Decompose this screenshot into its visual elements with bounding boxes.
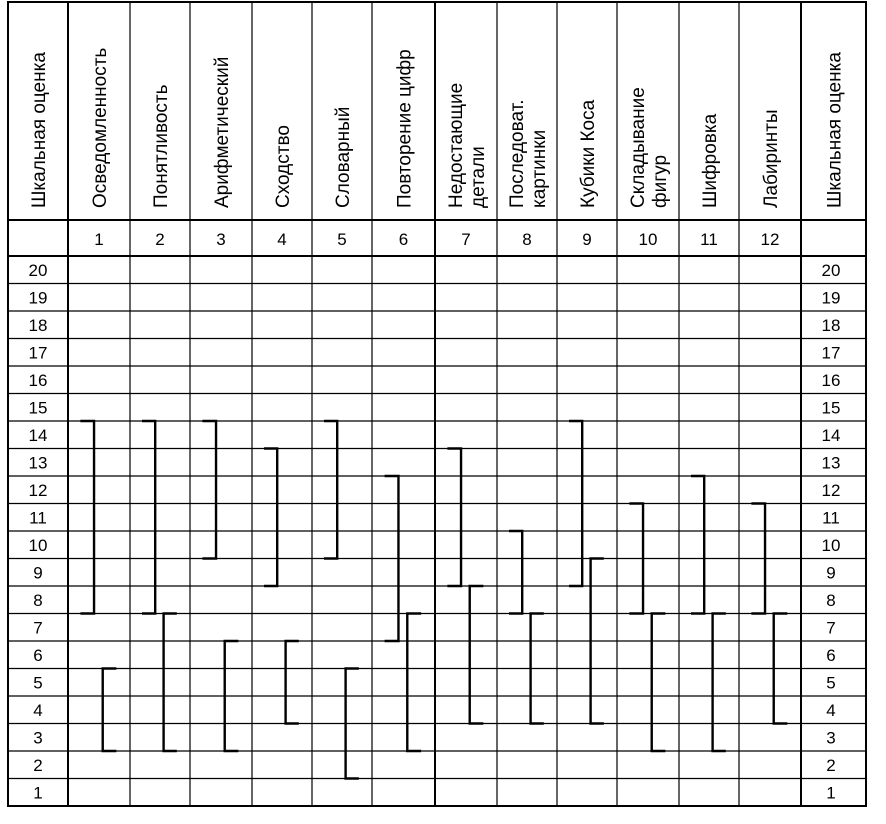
range-bracket-subtest-2-right [142,421,155,614]
subtest-header-7-line-2: детали [468,146,489,208]
scale-score-right: 12 [821,480,841,500]
subtest-number-2: 2 [155,230,165,249]
range-bracket-subtest-6-left [407,614,421,752]
scale-score-left: 9 [33,563,43,583]
subtest-header-8-line-1: Последоват. [507,99,528,208]
scale-score-left: 15 [28,398,48,418]
scale-score-right: 1 [826,783,836,803]
scale-score-left: 2 [33,755,43,775]
scale-score-right: 15 [821,398,841,418]
scale-score-left: 17 [28,343,48,363]
range-bracket-subtest-7-right [447,449,461,587]
scale-score-right: 10 [821,535,841,555]
scale-score-left: 12 [28,480,48,500]
subtest-header-11: Шифровка [700,113,721,208]
scale-score-left: 19 [28,288,48,308]
subtest-number-11: 11 [700,230,718,249]
subtest-header-4: Сходство [273,125,294,208]
scale-score-right: 3 [826,728,836,748]
scale-score-right: 2 [826,755,836,775]
subtest-number-7: 7 [461,230,471,249]
scale-score-left: 5 [33,673,43,693]
scale-score-right: 16 [821,370,841,390]
range-bracket-subtest-1-right [80,421,94,614]
range-bracket-subtest-11-left [713,614,726,752]
scale-score-left: 7 [33,618,43,638]
range-bracket-subtest-2-left [164,614,177,752]
subtest-header-9: Кубики Коса [578,99,599,208]
subtest-header-5: Словарный [333,106,354,208]
subtest-number-3: 3 [216,230,226,249]
range-bracket-subtest-3-right [202,421,216,559]
scale-score-right: 7 [826,618,836,638]
scale-score-left: 6 [33,645,43,665]
scale-score-left: 13 [28,453,48,473]
subtest-header-12: Лабиринты [761,109,782,208]
scale-score-right: 18 [821,315,841,335]
subtest-number-9: 9 [582,230,592,249]
scale-score-right: 4 [826,700,836,720]
subtest-header-2: Понятливость [151,84,172,208]
score-column-header-right: Шкальная оценка [824,52,846,208]
scale-score-left: 1 [33,783,43,803]
scale-score-left: 11 [29,508,47,528]
scale-score-left: 4 [33,700,43,720]
scale-score-right: 20 [821,260,841,280]
subtest-header-10-line-1: Складывание [628,87,649,208]
scale-score-right: 9 [826,563,836,583]
subtest-header-6: Повторение цифр [394,49,416,208]
scale-score-right: 17 [821,343,841,363]
subtest-headers [29,48,846,249]
scale-score-right: 19 [821,288,841,308]
range-bracket-subtest-7-left [470,586,484,724]
range-bracket-subtest-11-right [691,476,704,614]
subtest-number-12: 12 [760,230,780,249]
subtest-header-3: Арифметический [212,56,233,208]
subtest-number-1: 1 [94,230,104,249]
subtest-number-6: 6 [398,230,409,249]
subtest-number-10: 10 [638,230,658,249]
table-border [8,2,866,806]
scale-score-right: 8 [826,590,836,610]
subtest-header-1: Осведомленность [90,47,111,208]
range-bracket-subtest-1-left [103,669,117,752]
scale-score-right: 11 [822,508,840,528]
profile-grid [8,2,866,806]
range-brackets [80,421,787,779]
scale-score-left: 16 [28,370,48,390]
score-column-header-left: Шкальная оценка [29,52,50,208]
subtest-number-4: 4 [277,230,287,249]
scale-score-left: 20 [28,260,48,280]
subtest-header-8-line-2: картинки [529,129,550,208]
range-bracket-subtest-4-right [264,449,277,587]
scale-score-left: 18 [28,315,48,335]
scale-score-right: 14 [821,425,841,445]
scale-score-right: 5 [826,673,836,693]
range-bracket-subtest-8-right [509,531,522,614]
subtest-number-8: 8 [522,230,532,249]
scale-score-left: 8 [33,590,43,610]
scale-score-left: 10 [28,535,48,555]
scale-score-left: 14 [28,425,48,445]
scale-score-left: 3 [33,728,43,748]
scale-score-right: 13 [821,453,841,473]
subtest-header-10-line-2: фигур [650,154,671,208]
scale-score-right: 6 [826,645,836,665]
subtest-number-5: 5 [337,230,347,249]
subtest-header-7-line-1: Недостающие [446,82,467,208]
range-bracket-subtest-4-left [286,641,299,724]
range-bracket-subtest-5-right [324,421,337,559]
range-bracket-subtest-10-left [652,614,666,752]
